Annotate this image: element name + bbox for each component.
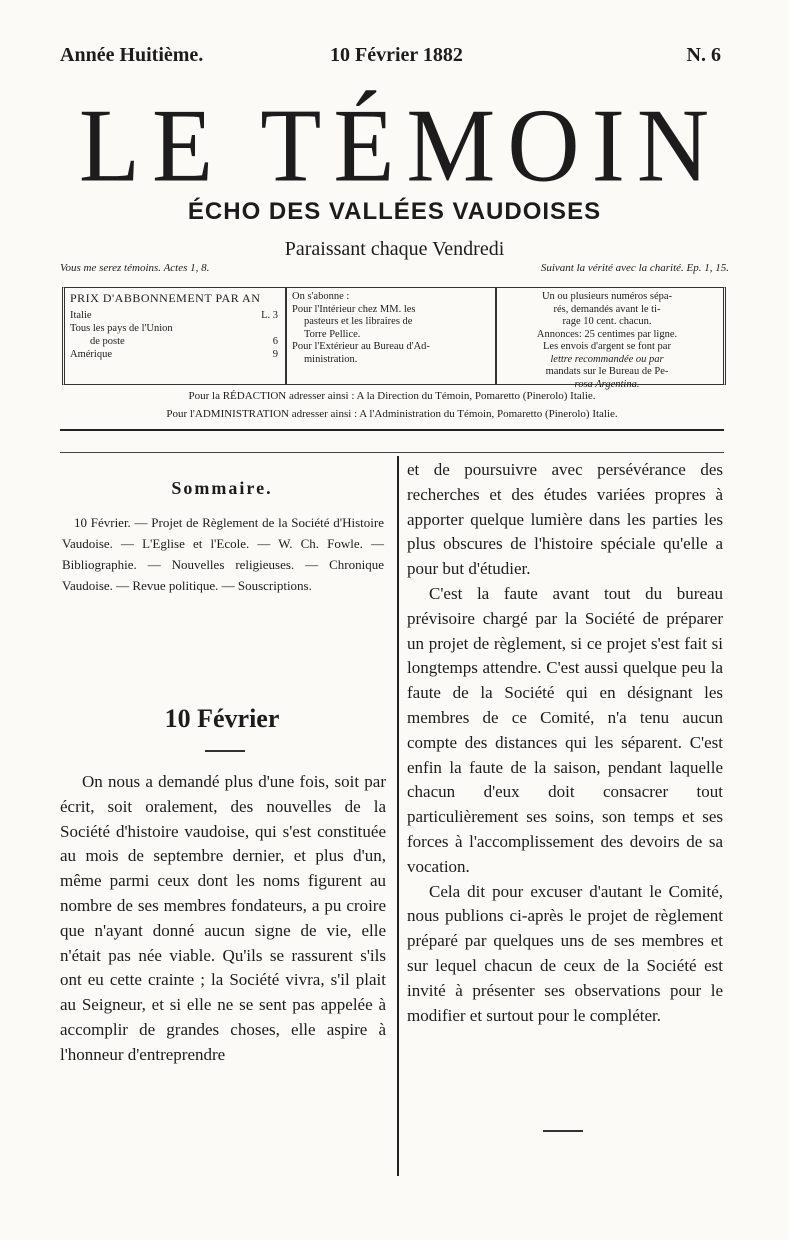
newspaper-subtitle: ÉCHO DES VALLÉES VAUDOISES xyxy=(187,198,602,225)
note-line: Les envois d'argent se font par xyxy=(543,341,671,352)
price-label: Amérique xyxy=(70,349,112,360)
prices-title: PRIX D'ABBONNEMENT PAR AN xyxy=(70,291,261,305)
title-separator xyxy=(205,750,245,752)
motto-left: Vous me serez témoins. Actes 1, 8. xyxy=(60,262,210,274)
price-value: L. 3 xyxy=(261,310,278,321)
header-rule-thin xyxy=(60,452,724,453)
issue-number: N. 6 xyxy=(686,44,721,66)
article-title: 10 Février xyxy=(164,704,280,733)
motto-right: Suivant la vérité avec la charité. Ep. 1, 15. xyxy=(540,262,729,274)
article-paragraph: C'est la faute avant tout du bureau prévisoire chargé par la Société de préparer un projet de règlement, si ce projet s'est fait si longtemps attendre. C'est aussi quelque peu la faute de la Société qui en désignant les membres de ce Comité, n'a tenu aucun compte des distances qui les séparent. C'est enfin la faute de la saison, pendant laquelle chacun d'eux doit consacrer tout particulièrement ses soins, son temps et ses forces à l'accomplissement des devoirs de sa vocation. xyxy=(407,583,723,876)
issue-header xyxy=(60,44,721,74)
price-label: Italie xyxy=(70,310,92,321)
note-line: Un ou plusieurs numéros sépa- xyxy=(541,291,673,302)
article-end-separator xyxy=(543,1130,583,1132)
price-label: de poste xyxy=(90,336,125,347)
where-line: Torre Pellice. xyxy=(304,328,361,340)
header-rule xyxy=(60,429,724,431)
note-line: rés, demandés avant le ti- xyxy=(553,303,661,315)
article-left-column: On nous a demandé plus d'une fois, soit par écrit, soit oralement, des nouvelles de la Société d'histoire vaudoise, qui s'est constituée au mois de septembre dernier, et plus d'un, même parmi ceux dont les noms figurent au nombre de ses membres fondateurs, a pu croire que n'ayant donné aucun signe de vie, elle n'était pas née viable. Qu'ils se rassurent s'ils ont eu cette crainte ; la Société vivra, s'il plait au Seigneur, et si elle ne se sent pas appelée à accomplir de grandes choses, elle aspire à l'honneur d'entreprendre xyxy=(60,772,386,1064)
motto-line xyxy=(60,262,729,282)
sommaire-text: 10 Février. — Projet de Règlement de la Société d'Histoire Vaudoise. — L'Eglise et l'Ecole. — W. Ch. Fowle. — Bibliographie. — Nouvelles religieuses. — Chronique Vaudoise. — Revue politique. — Souscriptions. xyxy=(62,515,384,593)
price-value: 6 xyxy=(272,336,278,347)
note-line: lettre recommandée ou par xyxy=(550,353,664,365)
prices-column xyxy=(65,288,287,384)
note-line: Annonces: 25 centimes par ligne. xyxy=(536,328,678,340)
price-row xyxy=(70,309,280,322)
issue-date: 10 Février 1882 xyxy=(330,44,463,66)
where-line: Pour l'Intérieur chez MM. les xyxy=(292,303,416,315)
periodicity-line: Paraissant chaque Vendredi xyxy=(284,238,505,260)
where-line: Pour l'Extérieur au Bureau d'Ad- xyxy=(292,341,430,352)
where-line: pasteurs et les libraires de xyxy=(304,316,413,327)
price-row xyxy=(70,335,280,348)
issue-year: Année Huitième. xyxy=(60,44,204,66)
subscription-box xyxy=(62,287,726,390)
note-line: mandats sur le Bureau de Pe- xyxy=(545,366,669,377)
price-row xyxy=(70,348,280,361)
article-paragraph: et de poursuivre avec persévérance des recherches et des études variées propres à apporter quelque lumière dans les parties les plus obscures de l'histoire spéciale qu'elle a pour but d'étudier. xyxy=(407,460,723,579)
price-value: 9 xyxy=(272,349,278,360)
newspaper-title: LE TÉMOIN xyxy=(78,87,722,204)
column-divider xyxy=(397,456,399,1176)
where-line: ministration. xyxy=(304,353,358,365)
note-line: rage 10 cent. chacun. xyxy=(562,316,652,327)
article-right-column xyxy=(407,458,723,1028)
sommaire-heading: Sommaire. xyxy=(171,478,273,498)
price-label: Tous les pays de l'Union xyxy=(70,323,173,334)
price-row xyxy=(70,322,280,335)
redaction-address: Pour la RÉDACTION adresser ainsi : A la Direction du Témoin, Pomaretto (Pinerolo) Italie. xyxy=(188,390,596,402)
note-line: rosa Argentina. xyxy=(574,378,640,390)
where-to-subscribe-column xyxy=(287,288,497,384)
where-line: On s'abonne : xyxy=(292,291,350,302)
administration-address: Pour l'ADMINISTRATION adresser ainsi : A l'Administration du Témoin, Pomaretto (Pinerolo) Italie. xyxy=(166,408,618,420)
article-paragraph: Cela dit pour excuser d'autant le Comité, nous publions ci-après le projet de règlement préparé par quelques uns de ses membres et sur lequel chacun de ceux de la Société est invité à présenter ses observations pour le modifier et surtout pour le compléter. xyxy=(407,881,723,1025)
notes-column xyxy=(497,288,717,390)
